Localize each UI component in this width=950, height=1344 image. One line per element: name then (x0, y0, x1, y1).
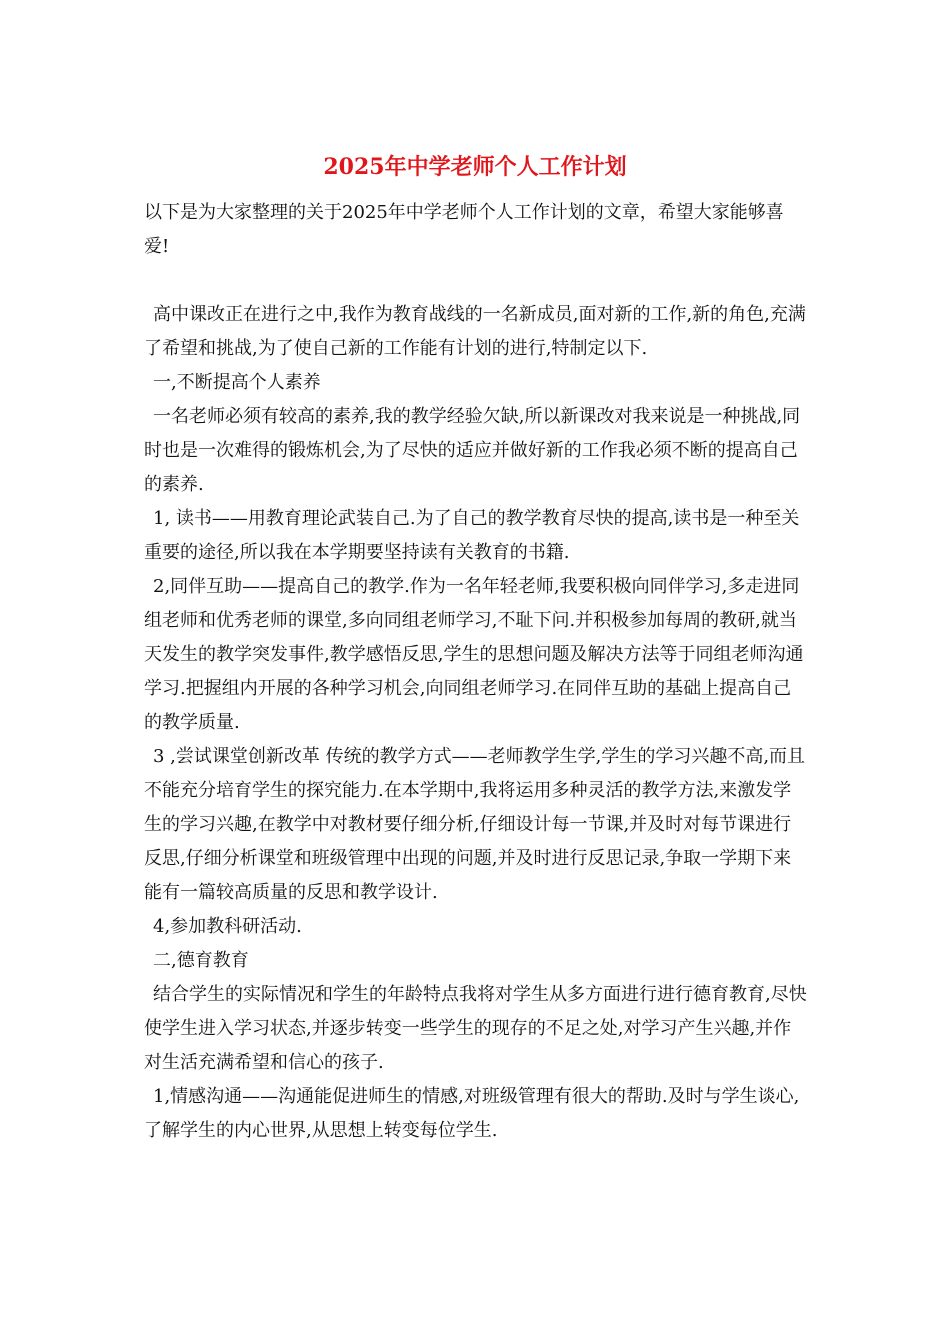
list-item-research: 4,参加教科研活动. (153, 916, 302, 937)
section-heading-1: 一,不断提高个人素养 (153, 372, 321, 393)
list-item-reading: 1, 读书——用教育理论武装自己.为了自己的教学教育尽快的提高,读书是一种至关重要的途径,所以我在本学期要坚持读有关教育的书籍. (144, 508, 800, 563)
document-title: 2025年中学老师个人工作计划 (323, 154, 627, 180)
document-body (144, 196, 808, 1148)
list-item-innovation: 3 ,尝试课堂创新改革 传统的教学方式——老师教学生学,学生的学习兴趣不高,而且不能充分培育学生的探究能力.在本学期中,我将运用多种灵活的教学方法,来激发学生的学习兴趣,在教学中对教材要仔细分析,仔细设计每一节课,并及时对每节课进行反思,仔细分析课堂和班级管理中出现的问题,并及时进行反思记录,争取一学期下来能有一篇较高质量的反思和教学设计. (144, 746, 806, 903)
list-item-communication: 1,情感沟通——沟通能促进师生的情感,对班级管理有很大的帮助.及时与学生谈心,了解学生的内心世界,从思想上转变每位学生. (144, 1086, 800, 1141)
section-heading-2: 二,德育教育 (153, 950, 249, 971)
paragraph-section-2: 结合学生的实际情况和学生的年龄特点我将对学生从多方面进行进行德育教育,尽快使学生进入学习状态,并逐步转变一些学生的现存的不足之处,对学习产生兴趣,并作对生活充满希望和信心的孩子. (144, 984, 807, 1073)
paragraph-spacer (144, 264, 808, 298)
intro-paragraph: 以下是为大家整理的关于2025年中学老师个人工作计划的文章，希望大家能够喜爱! (144, 202, 784, 257)
list-item-peer-help: 2,同伴互助——提高自己的教学.作为一名年轻老师,我要积极向同伴学习,多走进同组老师和优秀老师的课堂,多向同组老师学习,不耻下问.并积极参加每周的教研,就当天发生的教学突发事件,教学感悟反思,学生的思想问题及解决方法等于同组老师沟通学习.把握组内开展的各种学习机会,向同组老师学习.在同伴互助的基础上提高自己的教学质量. (144, 576, 804, 733)
paragraph-section-1: 一名老师必须有较高的素养,我的教学经验欠缺,所以新课改对我来说是一种挑战,同时也是一次难得的锻炼机会,为了尽快的适应并做好新的工作我必须不断的提高自己的素养. (144, 406, 801, 495)
paragraph-opening: 高中课改正在进行之中,我作为教育战线的一名新成员,面对新的工作,新的角色,充满了希望和挑战,为了使自己新的工作能有计划的进行,特制定以下. (144, 304, 806, 359)
